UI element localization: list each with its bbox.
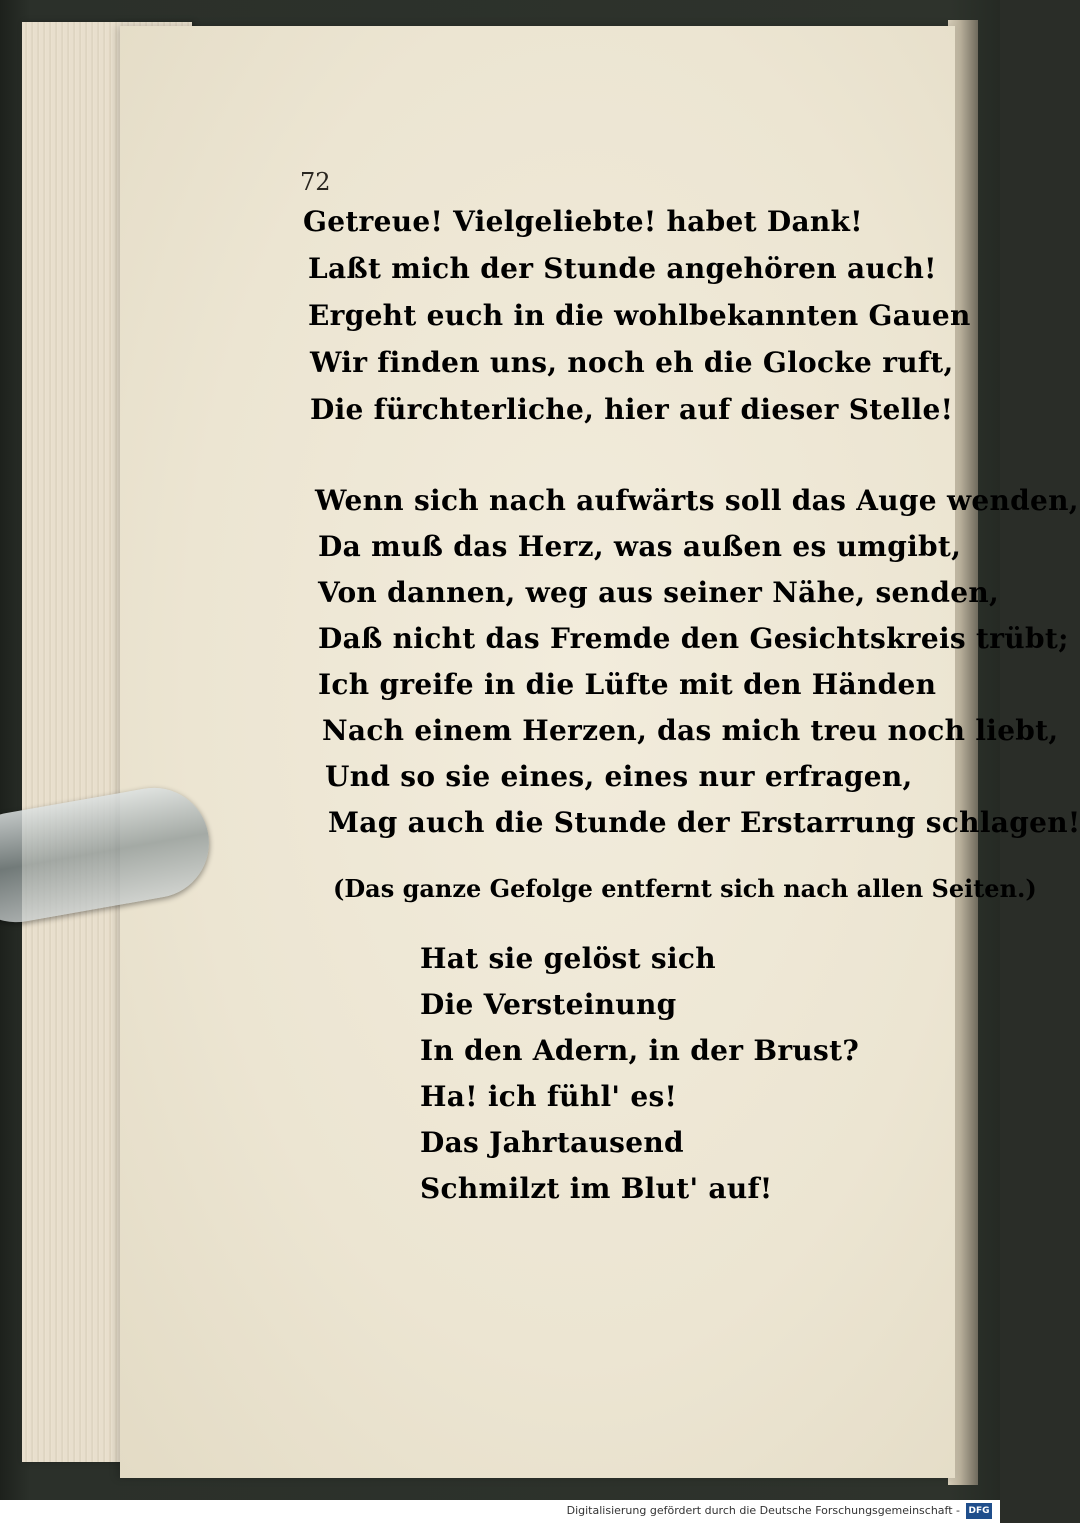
verse-line: Hat sie gelöst sich [420,942,716,975]
verse-line: Daß nicht das Fremde den Gesichtskreis trübt; [318,622,1069,655]
book-page [120,26,955,1478]
verse-line: Schmilzt im Blut' auf! [420,1172,773,1205]
verse-line: Laßt mich der Stunde angehören auch! [308,252,937,285]
verse-line: Wenn sich nach aufwärts soll das Auge wenden, [315,484,1079,517]
dfg-logo: DFG [966,1503,992,1519]
verse-line: Die Versteinung [420,988,677,1021]
stage-direction: (Das ganze Gefolge entfernt sich nach allen Seiten.) [333,874,1037,903]
footer-bar [0,1500,1000,1523]
verse-line: Wir finden uns, noch eh die Glocke ruft, [310,346,954,379]
credit-text: Digitalisierung gefördert durch die Deutsche Forschungsgemeinschaft - [566,1504,960,1517]
verse-line: In den Adern, in der Brust? [420,1034,860,1067]
verse-line: Nach einem Herzen, das mich treu noch liebt, [322,714,1059,747]
verse-line: Ergeht euch in die wohlbekannten Gauen [308,299,971,332]
verse-line: Ha! ich fühl' es! [420,1080,678,1113]
verse-line: Ich greife in die Lüfte mit den Händen [318,668,937,701]
page-number: 72 [300,168,331,196]
verse-line: Die fürchterliche, hier auf dieser Stelle! [310,393,954,426]
verse-line: Und so sie eines, eines nur erfragen, [325,760,913,793]
verse-line: Da muß das Herz, was außen es umgibt, [318,530,962,563]
verse-line: Getreue! Vielgeliebte! habet Dank! [303,205,863,238]
verse-line: Mag auch die Stunde der Erstarrung schlagen! [328,806,1080,839]
verse-line: Das Jahrtausend [420,1126,684,1159]
verse-line: Von dannen, weg aus seiner Nähe, senden, [318,576,1000,609]
